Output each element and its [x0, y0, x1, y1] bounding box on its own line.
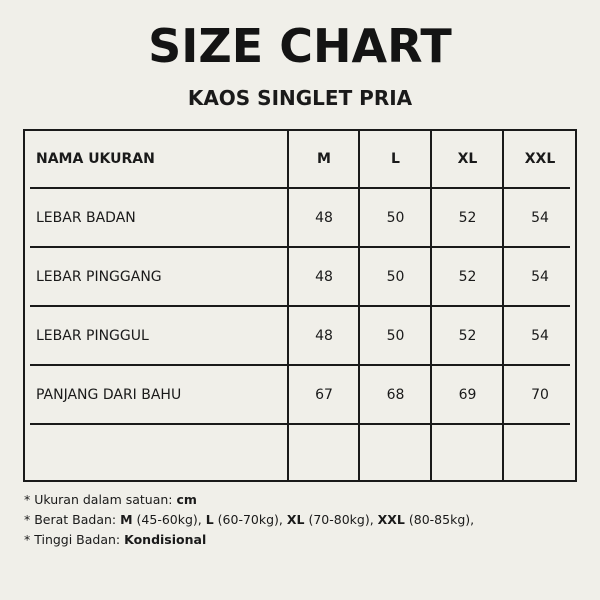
note-weight-m: M [120, 512, 133, 527]
cell-value: 54 [531, 268, 549, 285]
cell-value: 54 [531, 209, 549, 226]
note-weight-m-range: (45-60kg), [132, 512, 206, 527]
cell-value: 48 [315, 327, 333, 344]
note-height-value: Kondisional [124, 532, 207, 547]
footnotes [24, 490, 474, 550]
note-weight-xxl-range: (80-85kg), [404, 512, 475, 527]
page-subtitle: KAOS SINGLET PRIA [187, 86, 413, 110]
cell-value: 48 [315, 268, 333, 285]
column-header-size-name: NAMA UKURAN [36, 151, 155, 167]
note-unit [24, 490, 474, 510]
note-weight-l: L [205, 512, 214, 527]
note-height [24, 530, 474, 550]
cell-value: 67 [315, 386, 333, 403]
note-weight-xl-range: (70-80kg), [304, 512, 378, 527]
row-label: LEBAR BADAN [36, 209, 136, 226]
note-weight-l-range: (60-70kg), [213, 512, 287, 527]
page-title: SIZE CHART [148, 19, 452, 73]
cell-value: 54 [531, 327, 549, 344]
note-weight [24, 510, 474, 530]
row-divider [30, 423, 570, 425]
row-label: LEBAR PINGGANG [36, 268, 162, 285]
row-label: LEBAR PINGGUL [36, 327, 149, 344]
cell-value: 68 [386, 386, 405, 403]
column-header-xl: XL [457, 151, 478, 167]
note-height-prefix: * Tinggi Badan: [24, 532, 125, 547]
cell-value: 48 [315, 209, 333, 226]
cell-value: 69 [458, 386, 477, 403]
cell-value: 52 [458, 327, 477, 344]
note-weight-xxl: XXL [377, 512, 405, 527]
note-weight-xl: XL [286, 512, 305, 527]
column-header-xxl: XXL [524, 151, 556, 167]
column-header-m: M [317, 151, 331, 167]
note-weight-prefix: * Berat Badan: [24, 512, 121, 527]
cell-value: 50 [386, 327, 405, 344]
cell-value: 50 [386, 268, 405, 285]
cell-value: 52 [458, 268, 477, 285]
cell-value: 70 [531, 386, 549, 403]
note-unit-prefix: * Ukuran dalam satuan: [24, 492, 177, 507]
note-unit-value: cm [176, 492, 197, 507]
cell-value: 50 [386, 209, 405, 226]
row-label: PANJANG DARI BAHU [36, 386, 182, 403]
cell-value: 52 [458, 209, 477, 226]
column-header-l: L [391, 151, 400, 167]
